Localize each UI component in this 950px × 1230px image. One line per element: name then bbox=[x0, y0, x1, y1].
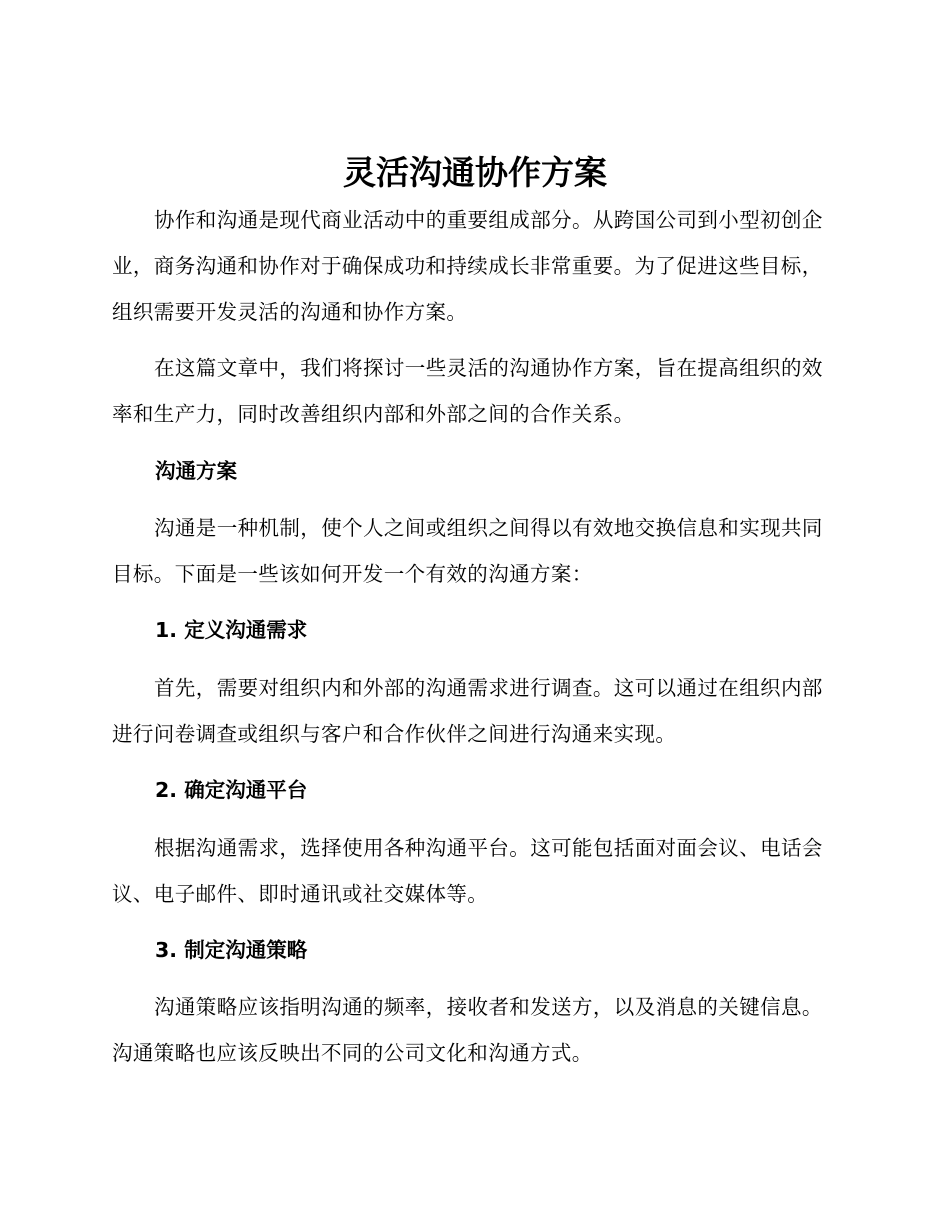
communication-intro-paragraph: 沟通是一种机制，使个人之间或组织之间得以有效地交换信息和实现共同目标。下面是一些该如何开发一个有效的沟通方案： bbox=[112, 516, 823, 586]
document-title: 灵活沟通协作方案 bbox=[343, 153, 607, 192]
section-heading-communication-plan: 沟通方案 bbox=[155, 459, 237, 483]
step-1-paragraph: 首先，需要对组织内和外部的沟通需求进行调查。这可以通过在组织内部进行问卷调查或组织与客户和合作伙伴之间进行沟通来实现。 bbox=[112, 676, 823, 746]
step-1-heading: 1. 定义沟通需求 bbox=[155, 618, 308, 642]
step-3-paragraph: 沟通策略应该指明沟通的频率，接收者和发送方，以及消息的关键信息。沟通策略也应该反映出不同的公司文化和沟通方式。 bbox=[112, 995, 823, 1065]
step-2-paragraph: 根据沟通需求，选择使用各种沟通平台。这可能包括面对面会议、电话会议、电子邮件、即时通讯或社交媒体等。 bbox=[112, 836, 823, 906]
step-3-heading: 3. 制定沟通策略 bbox=[155, 938, 308, 962]
step-2-heading: 2. 确定沟通平台 bbox=[155, 778, 308, 802]
intro-paragraph-1: 协作和沟通是现代商业活动中的重要组成部分。从跨国公司到小型初创企业，商务沟通和协作对于确保成功和持续成长非常重要。为了促进这些目标，组织需要开发灵活的沟通和协作方案。 bbox=[112, 208, 823, 324]
intro-paragraph-2: 在这篇文章中，我们将探讨一些灵活的沟通协作方案，旨在提高组织的效率和生产力，同时改善组织内部和外部之间的合作关系。 bbox=[112, 356, 823, 426]
